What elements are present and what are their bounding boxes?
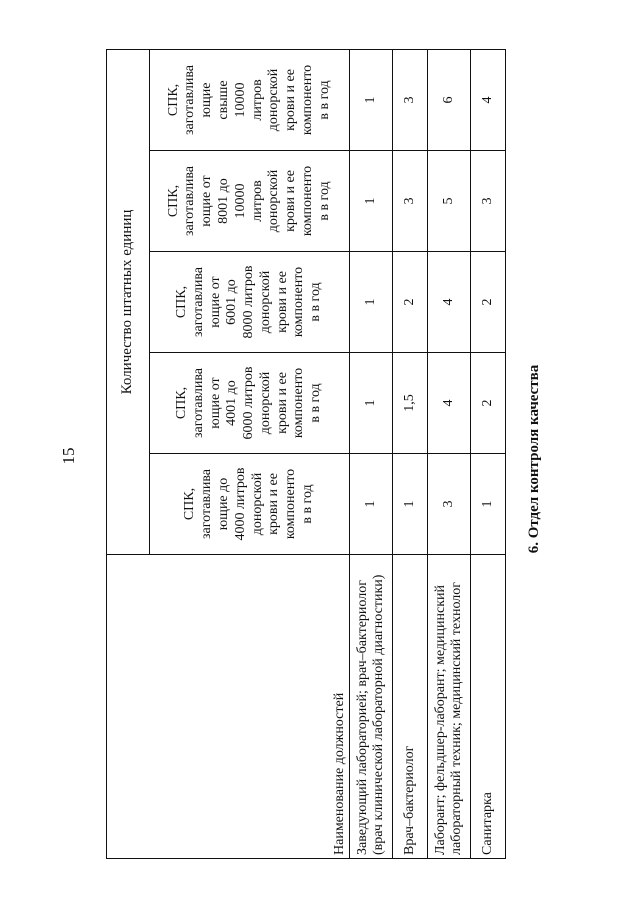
staff-count-cell: 1: [350, 151, 393, 252]
page-number: 15: [59, 447, 78, 465]
staff-count-cell: 3: [393, 49, 428, 150]
position-name-cell: Лаборант; фельдшер-лаборант; медицинский лабораторный техник; медицинский технолог: [428, 555, 471, 859]
staff-count-cell: 4: [428, 252, 471, 353]
staff-count-cell: 3: [471, 151, 506, 252]
staffing-table-container: [106, 50, 506, 859]
staff-count-cell: 5: [428, 151, 471, 252]
staffing-table: [106, 49, 506, 859]
staff-count-cell: 1,5: [393, 353, 428, 454]
table-row: [393, 49, 428, 858]
staff-count-cell: 4: [471, 49, 506, 150]
staff-count-cell: 3: [428, 454, 471, 555]
staff-count-cell: 2: [393, 252, 428, 353]
staff-count-cell: 1: [471, 454, 506, 555]
staff-quantity-header: Количество штатных единиц: [107, 49, 150, 554]
staff-count-cell: 1: [393, 454, 428, 555]
position-name-cell: Заведующий лабораторией; врач–бактериолог (врач клинической лабораторной диагностики): [350, 555, 393, 859]
section-heading: 6. Отдел контроля качества: [526, 364, 542, 554]
staff-count-cell: 1: [350, 252, 393, 353]
staff-count-cell: 3: [393, 151, 428, 252]
position-name-cell: Врач–бактериолог: [393, 555, 428, 859]
position-name-cell: Санитарка: [471, 555, 506, 859]
column-header-volume-4: СПК, заготавлива ющие от 8001 до 10000 литров донорской крови и ее компоненто в в год: [150, 151, 350, 252]
column-header-volume-2: СПК, заготавлива ющие от 4001 до 6000 литров донорской крови и ее компоненто в в год: [150, 353, 350, 454]
staff-count-cell: 4: [428, 353, 471, 454]
staff-count-cell: 1: [350, 353, 393, 454]
column-header-volume-3: СПК, заготавлива ющие от 6001 до 8000 литров донорской крови и ее компоненто в в год: [150, 252, 350, 353]
column-header-volume-5: СПК, заготавлива ющие свыше 10000 литров донорской крови и ее компоненто в в год: [150, 49, 350, 150]
staff-count-cell: 1: [350, 49, 393, 150]
table-row: [350, 49, 393, 858]
table-row: [471, 49, 506, 858]
staff-count-cell: 2: [471, 252, 506, 353]
staff-count-cell: 1: [350, 454, 393, 555]
staff-count-cell: 2: [471, 353, 506, 454]
table-row: [428, 49, 471, 858]
staff-count-cell: 6: [428, 49, 471, 150]
column-header-volume-1: СПК, заготавлива ющие до 4000 литров донорской крови и ее компоненто в в год: [150, 454, 350, 555]
position-name-header: Наименование должностей: [107, 555, 350, 859]
